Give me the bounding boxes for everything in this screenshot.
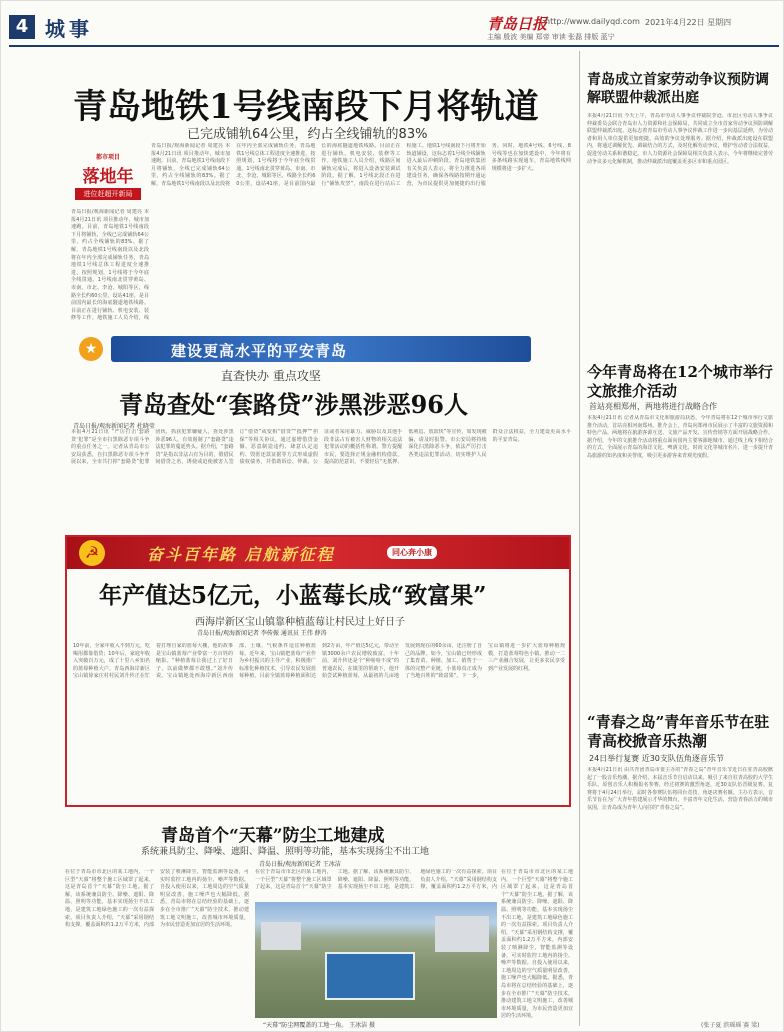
metro-subtitle: 已完成铺轨64公里，约占全线铺轨的83% [187, 127, 428, 142]
column-divider [579, 51, 580, 1026]
concert-subtitle: 24日举行复赛 近30支队伍角逐音乐节 [589, 754, 724, 763]
page-number: 4 [9, 15, 35, 39]
blueberry-subtitle: 西海岸新区宝山镇靠种植蓝莓让村民过上好日子 [195, 617, 405, 628]
loan-headline: 青岛查处“套路贷”涉黑涉恶96人 [119, 390, 469, 419]
site-url[interactable]: http://www.dailyqd.com [545, 17, 640, 26]
concert-headline: “青春之岛”青年音乐节在驻青高校掀音乐热潮 [587, 713, 770, 750]
centenary-banner-pill: 同心奔小康 [387, 546, 437, 559]
loan-body: 本报4月21日讯 “严厉打击‘套路贷’犯罪”是全市扫黑除恶专项斗争的重点任务之一。记者从青岛市公安局获悉，自扫黑除恶专项斗争开展以来，全市共打掉“套路贷”犯罪团伙，抓获犯罪嫌疑人，查处涉黑涉恶96人，有效遏制了“套路贷”违法犯罪的蔓延势头。据介绍，“套路贷”是指以非法占有为目的，假借民间借贷之名，诱使或迫使被害人签订“借贷”或变相“借贷”“抵押”“担保”等相关协议，通过虚增借贷金额、恶意制造违约、肆意认定违约、毁匿还款证据等方式形成虚假债权债务，并借助诉讼、仲裁、公证或者采用暴力、威胁以及其他手段非法占有被害人财物的相关违法犯罪活动的概括性称谓。警方提醒市民，要选择正规金融机构借款，提高防范意识，不要轻信“无抵押、低利息、放款快”等宣传，如发现被骗，请及时报警。市公安局将持续深化扫黑除恶斗争，依法严厉打击各类违法犯罪活动，切实维护人民群众合法权益，全力建设更高水平的平安青岛。 [71, 429, 571, 466]
metro-body-main: 青岛日报/观海新闻记者 周建亮 本报4月21日讯 项目推动年，城市加速跑。目前，青岛地铁1号线南段下月将铺轨，全线已完成铺轨64公里，约占全线铺轨的83%。据了解，青岛地铁1号线南段以及北段将在年内全部完成铺轨任务，青岛地铁1号线总体工程进度全速推进，按照规划，1号线将于今年底全线贯通。1号线南北贯穿黄岛、市南、市北、李沧、城阳等区，线路全长约60公里，设站41座，是目前国内最长的海底隧道地铁线路。目前正在进行铺轨、机电安装、装修等工作。地铁施工人员介绍，线路区间铺轨完成后，将进入设备安装调试阶段。据了解，1号线北段正在进行“铺轨攻坚”，南段在进行站后工程施工。地铁1号线南段下月将开始轨道铺设，这标志着1号线全线铺轨进入最后冲刺阶段。青岛地铁集团有关负责人表示，将全力推进各项建设任务，确保各线路按期开通运营，为市民提供更加便捷的出行服务。同时，地铁4号线、6号线、8号线等也在加快建设中，今年将有多条线路实现通车，青岛地铁线网规模将进一步扩大。 [151, 143, 571, 187]
safety-banner [111, 336, 531, 362]
safety-banner-text: 建设更高水平的平安青岛 [171, 342, 348, 360]
dust-body-right: 在位于青岛市市北区的某工地内，一个巨型“天幕”将整个施工区域罩了起来，这是青岛首个“天幕”防尘工地。据了解，该系统兼具防尘、降噪、遮阳、降温、照明等功能，基本实现扬尘不出工地，是建筑工地绿色施工的一次有益探索。项目负责人介绍，“天幕”采用钢结构支撑，覆盖面积约1.2万平方米，内部安装了喷淋降尘、智能监测等设备，可实时监控工地内的扬尘、噪声等数据。自投入使用以来，工地周边的空气质量明显改善，施工噪声也大幅降低。据悉，青岛市将在总结经验的基础上，逐步在全市推广“天幕”防尘技术，推动建筑工地文明施工，改善城市环境质量，为市民营造更加宜居的生活环境。 [501, 869, 573, 1020]
dust-byline: 青岛日报/观海新闻记者 王冰洁 [259, 861, 341, 868]
metro-headline: 青岛地铁1号线南段下月将轨道 [73, 87, 539, 127]
page-header [9, 9, 779, 47]
party-emblem-icon: ☭ [79, 540, 105, 566]
page-footer-credit: (张子夏 滨瑶瑶 赛 梁) [701, 1022, 760, 1029]
badge-main-label: 落地年 [82, 167, 134, 187]
centenary-banner [67, 537, 569, 569]
tourism-headline: 今年青岛将在12个城市举行文旅推介活动 [587, 363, 773, 400]
photo-building [261, 922, 301, 950]
photo-dust-canopy [325, 952, 415, 1000]
issue-date: 2021年4月22日 星期四 [645, 18, 732, 27]
blueberry-body: 10年前，全家年收入不到万元，吃喝用都靠借贷；10年后，家庭年收入突破百万元，成了十里八乡知名的蓝莓种植大户。青岛西海岸新区宝山镇徐家庄村村民刘升传正在忙着打理自家的蓝莓大棚，他的故事是宝山镇蓝莓产业带富一方百姓的缩影。“种植蓝莓让我过上了好日子，以前做梦都不敢想。”刘升传说。宝山镇地处西海岸新区西南部，土壤、气候条件适宜种植蓝莓。近年来，宝山镇把蓝莓产业作为乡村振兴的主导产业，积极推广标准化种植技术，引导农民发展蓝莓种植，目前全镇蓝莓种植面积达到2万亩，年产值达5亿元，带动全镇3000余户农民增收致富。十年前，刘升传还是个“种啥啥不成”的普通农民，在镇里的帮助下，他开始尝试种植蓝莓，从最初的几亩地发展到现在的60余亩，还注册了自己的品牌。如今，宝山镇已经形成了集育苗、种植、加工、销售于一体的完整产业链，小蓝莓真正成为了当地百姓的“致富果”。下一步，宝山镇将进一步扩大蓝莓种植规模，打造蓝莓特色小镇，推动一二三产业融合发展，让更多农民享受到产业发展的红利。 [73, 643, 565, 680]
badge-icon: ★ [79, 337, 103, 361]
construction-site-photo [255, 902, 497, 1018]
loan-byline: 青岛日报/观海新闻记者 杜晓莹 [73, 423, 155, 430]
blueberry-byline: 青岛日报/观海新闻记者 李传振 通讯员 王伟 薛涛 [197, 630, 327, 637]
dust-body-top: 在位于青岛市市北区的某工地内，一个巨型“天幕”将整个施工区域罩了起来，这是青岛首个“天幕”防尘工地。据了解，该系统兼具防尘、降噪、遮阳、降温、照明等功能，基本实现扬尘不出工地，是建筑工地绿色施工的一次有益探索。项目负责人介绍，“天幕”采用钢结构支撑，覆盖面积约1.2万平方米，内 [255, 869, 497, 891]
photo-caption: “天幕”防尘网覆盖的工地一角。 王冰洁 摄 [263, 1022, 376, 1029]
dust-body-left: 在位于青岛市市北区的某工地内，一个巨型“天幕”将整个施工区域罩了起来，这是青岛首个“天幕”防尘工地。据了解，该系统兼具防尘、降噪、遮阳、降温、照明等功能，基本实现扬尘不出工地，是建筑工地绿色施工的一次有益探索。项目负责人介绍，“天幕”采用钢结构支撑，覆盖面积约1.2万平方米，内部安装了喷淋降尘、智能监测等设备，可实时监控工地内的扬尘、噪声等数据。自投入使用以来，工地周边的空气质量明显改善，施工噪声也大幅降低。据悉，青岛市将在总结经验的基础上，逐步在全市推广“天幕”防尘技术，推动建筑工地文明施工，改善城市环境质量，为市民营造更加宜居的生活环境。 [65, 869, 249, 929]
editor-credits: 主编 殷波 美编 郑帝 审读 张磊 排版 蓝宁 [487, 33, 615, 41]
newspaper-logo: 青岛日报 [487, 15, 548, 33]
badge-bottom-label: 进位赶超开新局 [75, 188, 141, 200]
loan-kicker: 直查快办 重点攻坚 [221, 369, 321, 383]
badge-top-label: 都市项目 [95, 154, 120, 161]
dust-headline: 青岛首个“天幕”防尘工地建成 [161, 826, 385, 846]
tourism-body: 本报4月21日讯 记者从青岛市文化和旅游局获悉，今年青岛将在12个城市举行文旅推介活动，首站亮相河南郑州。推介会上，青岛向郑州市民展示了丰富的文旅资源和特色产品，两地将在旅游客源互送、文旅产品开发、宣传营销等方面开展战略合作。据介绍，今年的文旅推介活动将重点面向国内主要客源地城市，通过线上线下相结合的方式，全面展示青岛的海洋文化、啤酒文化、时尚文化等城市名片，进一步提升青岛旅游的知名度和美誉度，吸引更多游客来青观光度假。 [587, 415, 773, 459]
centenary-banner-text: 奋斗百年路 启航新征程 [147, 545, 335, 564]
labor-headline: 青岛成立首家劳动争议预防调解联盟仲裁派出庭 [587, 72, 769, 106]
photo-building [435, 916, 489, 952]
tourism-subtitle: 首站亮相郑州，两地将进行战略合作 [589, 402, 717, 411]
section-title: 城事 [45, 17, 93, 41]
concert-body: 本报4月21日讯 由共青团青岛市委主办的“青春之岛”青年音乐节近日在驻青高校掀起了一股音乐热潮。据介绍，本届音乐节自启动以来，吸引了来自驻青高校的大学生乐队、原创音乐人积极报名参赛，经过初赛的激烈角逐，近30支队伍晋级复赛。复赛将于4月24日举行，届时各参赛队伍将同台竞技，角逐决赛名额。主办方表示，音乐节旨在为广大青年搭建展示才华的舞台，丰富青年文化生活，营造青春活力的城市氛围，让青岛成为青年人向往的“青春之岛”。 [587, 767, 773, 811]
project-year-badge [71, 152, 145, 204]
header-divider [9, 45, 779, 47]
dust-subtitle: 系统兼具防尘、降噪、遮阳、降温、照明等功能，基本实现扬尘不出工地 [141, 847, 430, 857]
metro-body-col1: 青岛日报/观海新闻记者 周建亮 本报4月21日讯 项目推动年，城市加速跑。目前，青岛地铁1号线南段下月将铺轨，全线已完成铺轨64公里，约占全线铺轨的83%。据了解，青岛地铁1号线南段以及北段将在年内全部完成铺轨任务，青岛地铁1号线总体工程进度全速推进，按照规划，1号线将于今年底全线贯通。1号线南北贯穿黄岛、市南、市北、李沧、城阳等区，线路全长约60公里，设站41座，是目前国内最长的海底隧道地铁线路。目前正在进行铺轨、机电安装、装修等工作。地铁施工人员介绍，线 [71, 209, 149, 321]
labor-body: 本报4月21日讯 今天上午，青岛市劳动人事争议仲裁院李沧、市北区劳动人事争议仲裁委员会联合青岛市人力资源和社会保障局，共同成立全市首家劳动争议预防调解联盟仲裁派出庭。这标志着青岛市劳动人事争议仲裁工作进一步向基层延伸，为劳动者和用人单位提供更加便捷、高效的争议处理服务。据介绍，仲裁派出庭设在联盟内，将通过调解优先、调裁结合的方式，及时化解劳动争议，维护劳动者合法权益，促进劳动关系和谐稳定。市人力资源社会保障局相关负责人表示，今年将继续完善劳动争议多元化解机制，推动仲裁派出庭覆盖更多区市和重点园区。 [587, 113, 773, 165]
blueberry-headline: 年产值达5亿元，小蓝莓长成“致富果” [99, 582, 487, 609]
